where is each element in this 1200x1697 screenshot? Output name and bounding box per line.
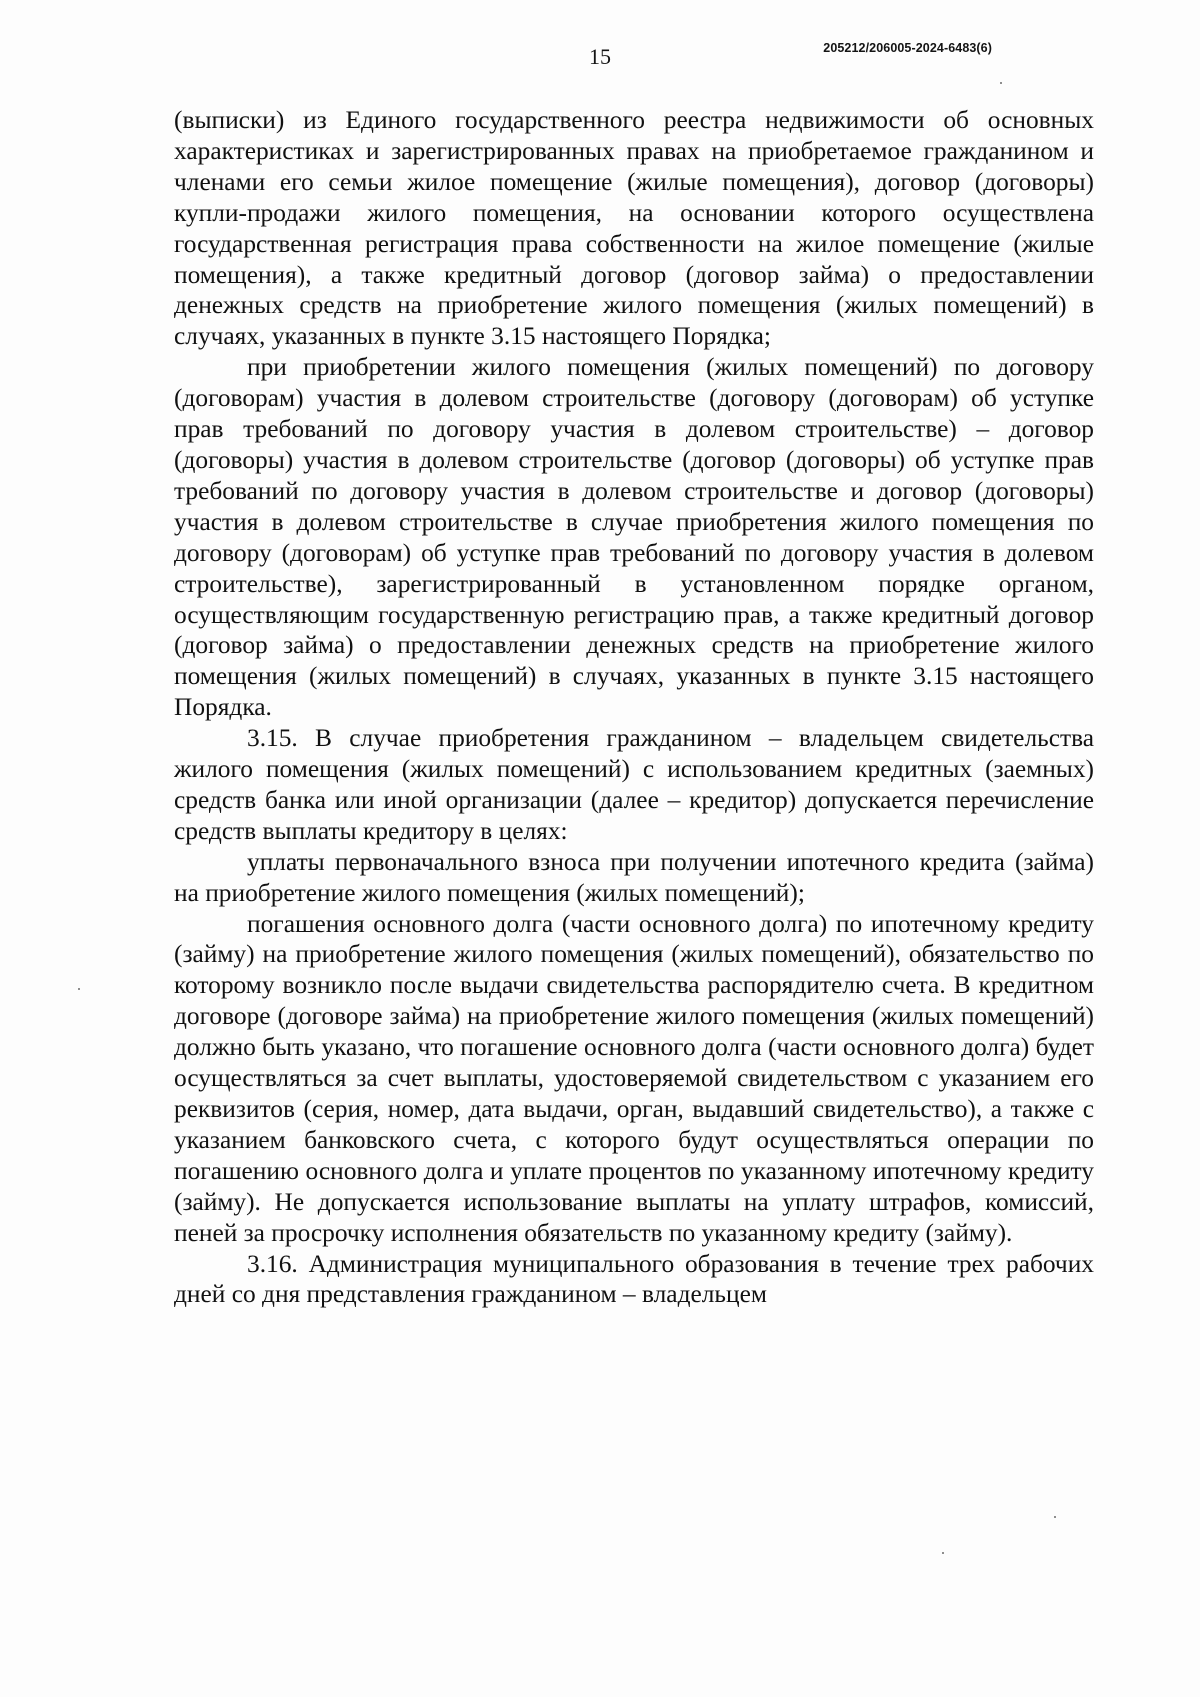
scan-speck <box>1054 1516 1056 1518</box>
document-id: 205212/206005-2024-6483(6) <box>823 41 992 55</box>
scan-speck <box>78 988 80 990</box>
scan-speck <box>1000 82 1002 84</box>
scan-speck <box>942 1552 944 1554</box>
paragraph-extract-list: (выписки) из Единого государственного реестра недвижимости об основных характеристиках и зарегистрированных правах на приобретаемое гражданином и членами его семьи жилое помещение (жилые помещения), договор (договоры) купли-продажи жилого помещения, на основании которого осуществлена государственная регистрация права собственности на жилое помещение (жилые помещения), а также кредитный договор (договор займа) о предоставлении денежных средств на приобретение жилого помещения (жилых помещений) в случаях, указанных в пункте 3.15 настоящего Порядка; <box>174 106 1094 351</box>
document-body <box>174 105 1094 1310</box>
paragraph-debt-repayment: погашения основного долга (части основного долга) по ипотечному кредиту (займу) на приобретение жилого помещения (жилых помещений), обязательство по которому возникло после выдачи свидетельства распорядителю счета. В кредитном договоре (договоре займа) на приобретение жилого помещения (жилых помещений) должно быть указано, что погашение основного долга (части основного долга) будет осуществляться за счет выплаты, удостоверяемой свидетельством с указанием его реквизитов (серия, номер, дата выдачи, орган, выдавший свидетельство), а также с указанием банковского счета, с которого будут осуществляться операции по погашению основного долга и уплате процентов по указанному ипотечному кредиту (займу). Не допускается использование выплаты на уплату штрафов, комиссий, пеней за просрочку исполнения обязательств по указанному кредиту (займу). <box>174 909 1094 1247</box>
paragraph-shared-construction: при приобретении жилого помещения (жилых помещений) по договору (договорам) участия в долевом строительстве (договору (договорам) об уступке прав требований по договору участия в долевом строительстве) – договор (договоры) участия в долевом строительстве (договор (договоры) об уступке прав требований по договору участия в долевом строительстве и договор (договоры) участия в долевом строительстве в случае приобретения жилого помещения по договору (договорам) об уступке прав требований по договору участия в долевом строительстве), зарегистрированный в установленном порядке органом, осуществляющим государственную регистрацию прав, а также кредитный договор (договор займа) о предоставлении денежных средств на приобретение жилого помещения (жилых помещений) в случаях, указанных в пункте 3.15 настоящего Порядка. <box>174 353 1094 722</box>
page-number: 15 <box>589 44 611 69</box>
paragraph-3-15: 3.15. В случае приобретения гражданином – владельцем свидетельства жилого помещения (жилых помещений) с использованием кредитных (заемных) средств банка или иной организации (далее – кредитор) допускается перечисление средств выплаты кредитору в целях: <box>174 724 1094 845</box>
paragraph-initial-payment: уплаты первоначального взноса при получении ипотечного кредита (займа) на приобретение жилого помещения (жилых помещений); <box>174 847 1094 907</box>
paragraph-3-16: 3.16. Администрация муниципального образования в течение трех рабочих дней со дня представления гражданином – владельцем <box>174 1249 1094 1309</box>
